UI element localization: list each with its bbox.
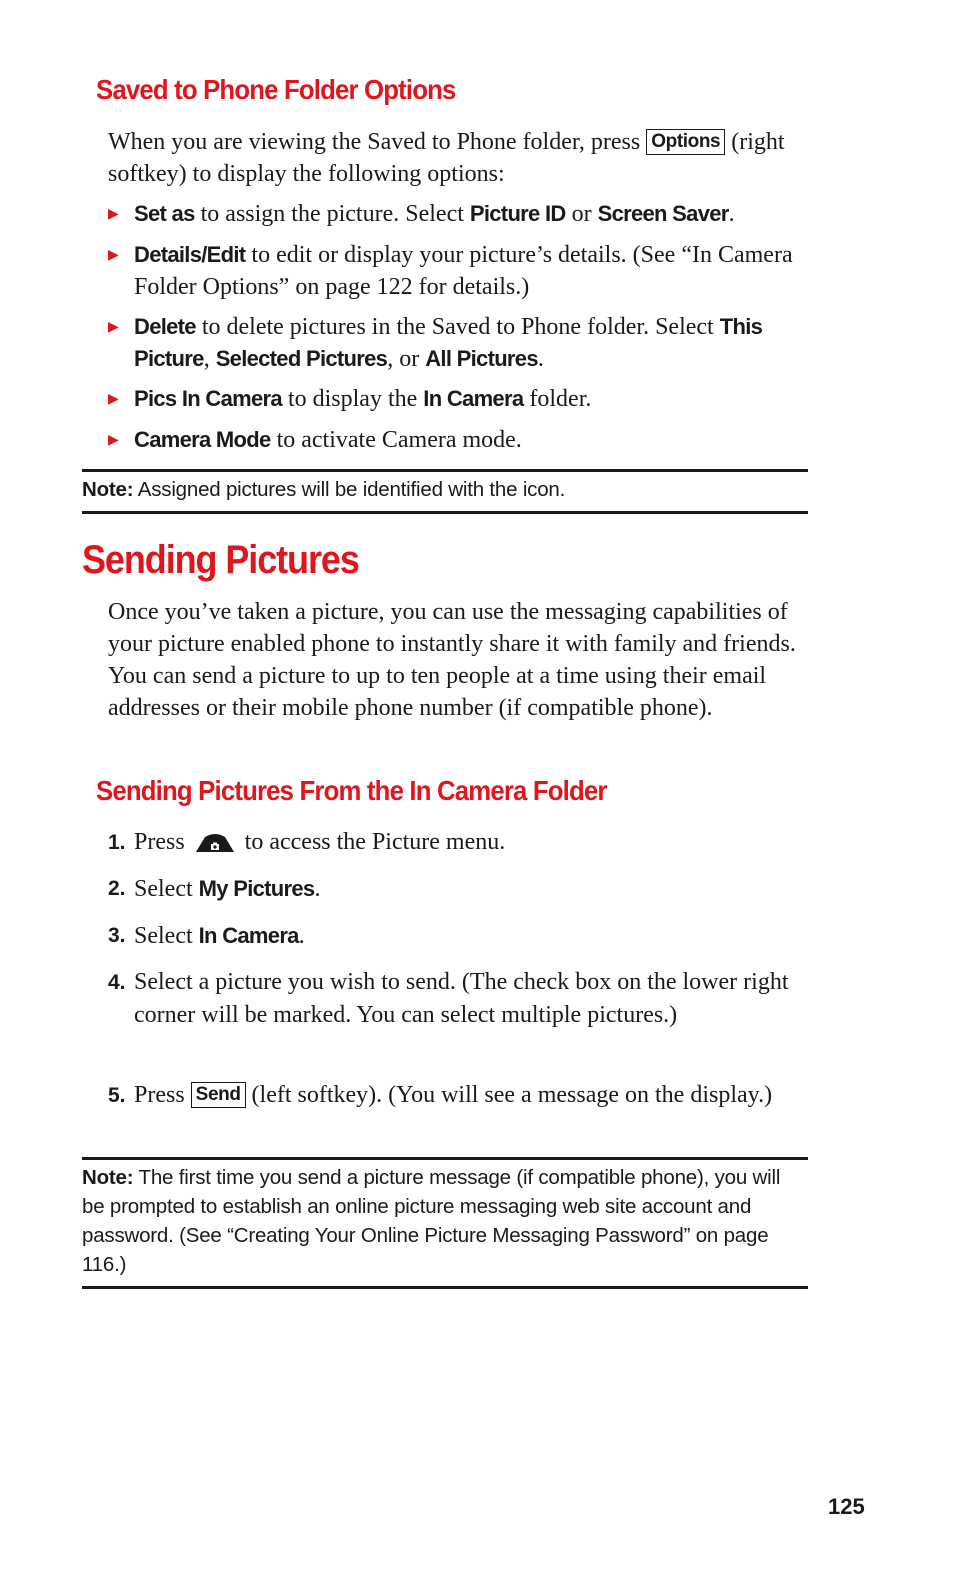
- step-text: Select a picture you wish to send. (The check box on the lower right corner will be marked. You can select multiple pictures.): [134, 969, 789, 1028]
- step-text: Press: [134, 829, 191, 855]
- list-item-text: , or: [387, 346, 426, 372]
- bullet-arrow-icon: ▶: [108, 391, 119, 407]
- bullet-arrow-icon: ▶: [108, 432, 119, 448]
- bullet-arrow-icon: ▶: [108, 247, 119, 263]
- option-pics-in-camera: Pics In Camera: [134, 386, 282, 411]
- step-text: .: [298, 923, 305, 949]
- page-number: 125: [828, 1494, 865, 1519]
- menu-my-pictures: My Pictures: [198, 876, 315, 901]
- divider: [82, 1286, 808, 1289]
- list-item-text: to delete pictures in the Saved to Phone folder. Select: [195, 314, 720, 340]
- list-item-text: folder.: [523, 386, 592, 412]
- option-delete: Delete: [134, 314, 196, 339]
- note-label: Note:: [82, 1166, 134, 1189]
- option-details-edit: Details/Edit: [134, 242, 246, 267]
- note-label: Note:: [82, 478, 134, 501]
- list-item-text: ,: [203, 346, 216, 372]
- section-heading-in-camera-folder: Sending Pictures From the In Camera Folder: [96, 775, 607, 806]
- list-item-text: to display the: [281, 386, 424, 412]
- note-text: The first time you send a picture message (if compatible phone), you will be prompted to establish an online picture messaging web site account and password. (See “Creating Your Online Picture Messaging Password” on page 116.): [82, 1166, 781, 1276]
- page-title: Sending Pictures: [82, 538, 359, 582]
- bullet-arrow-icon: ▶: [108, 206, 119, 222]
- list-item-text: to assign the picture. Select: [194, 201, 470, 227]
- option-picture-id: Picture ID: [469, 201, 566, 226]
- step-text: (left softkey). (You will see a message on the display.): [245, 1082, 773, 1108]
- camera-key-icon: [193, 831, 237, 864]
- option-in-camera: In Camera: [423, 386, 524, 411]
- step-number: 2.: [108, 877, 126, 900]
- option-all-pictures: All Pictures: [425, 346, 538, 371]
- body-paragraph: Once you’ve taken a picture, you can use the messaging capabilities of your picture enabled phone to instantly share it with family and friends. You can send a picture to up to ten people at a time using their email addresses or their mobile phone number (if compatible phone).: [108, 599, 796, 721]
- section-heading-saved-to-phone: Saved to Phone Folder Options: [96, 74, 456, 105]
- option-set-as: Set as: [134, 201, 195, 226]
- step-text: Press: [134, 1082, 191, 1108]
- options-softkey-label: Options: [646, 129, 725, 155]
- bullet-arrow-icon: ▶: [108, 319, 119, 335]
- list-item-text: to activate Camera mode.: [270, 427, 522, 453]
- intro-text-start: When you are viewing the Saved to Phone folder, press: [108, 129, 647, 155]
- divider: [82, 469, 808, 472]
- list-item-text: .: [728, 201, 735, 227]
- send-softkey-label: Send: [191, 1082, 246, 1108]
- step-text: Select: [134, 876, 199, 902]
- list-item-text: to edit or display your picture’s details. (See “In Camera Folder Options” on page 122 for details.): [134, 242, 793, 300]
- step-text: to access the Picture menu.: [238, 829, 506, 855]
- intro-paragraph: [108, 126, 828, 190]
- intro-text-end: (right softkey) to display the following options:: [108, 129, 785, 187]
- option-this-picture: This Picture: [134, 314, 763, 371]
- step-number: 5.: [108, 1084, 126, 1107]
- list-item-text: .: [537, 346, 544, 372]
- step-number: 3.: [108, 924, 126, 947]
- option-screen-saver: Screen Saver: [597, 201, 729, 226]
- list-item-text: or: [565, 201, 598, 227]
- option-selected-pictures: Selected Pictures: [215, 346, 388, 371]
- divider: [82, 511, 808, 514]
- step-text: .: [314, 876, 321, 902]
- menu-in-camera: In Camera: [198, 923, 299, 948]
- divider: [82, 1157, 808, 1160]
- step-number: 4.: [108, 971, 126, 994]
- note-text: Assigned pictures will be identified with the icon.: [133, 478, 566, 501]
- note-box: [82, 1163, 808, 1279]
- note-box: [82, 475, 808, 504]
- step-number: 1.: [108, 831, 126, 854]
- option-camera-mode: Camera Mode: [134, 427, 271, 452]
- step-text: Select: [134, 923, 199, 949]
